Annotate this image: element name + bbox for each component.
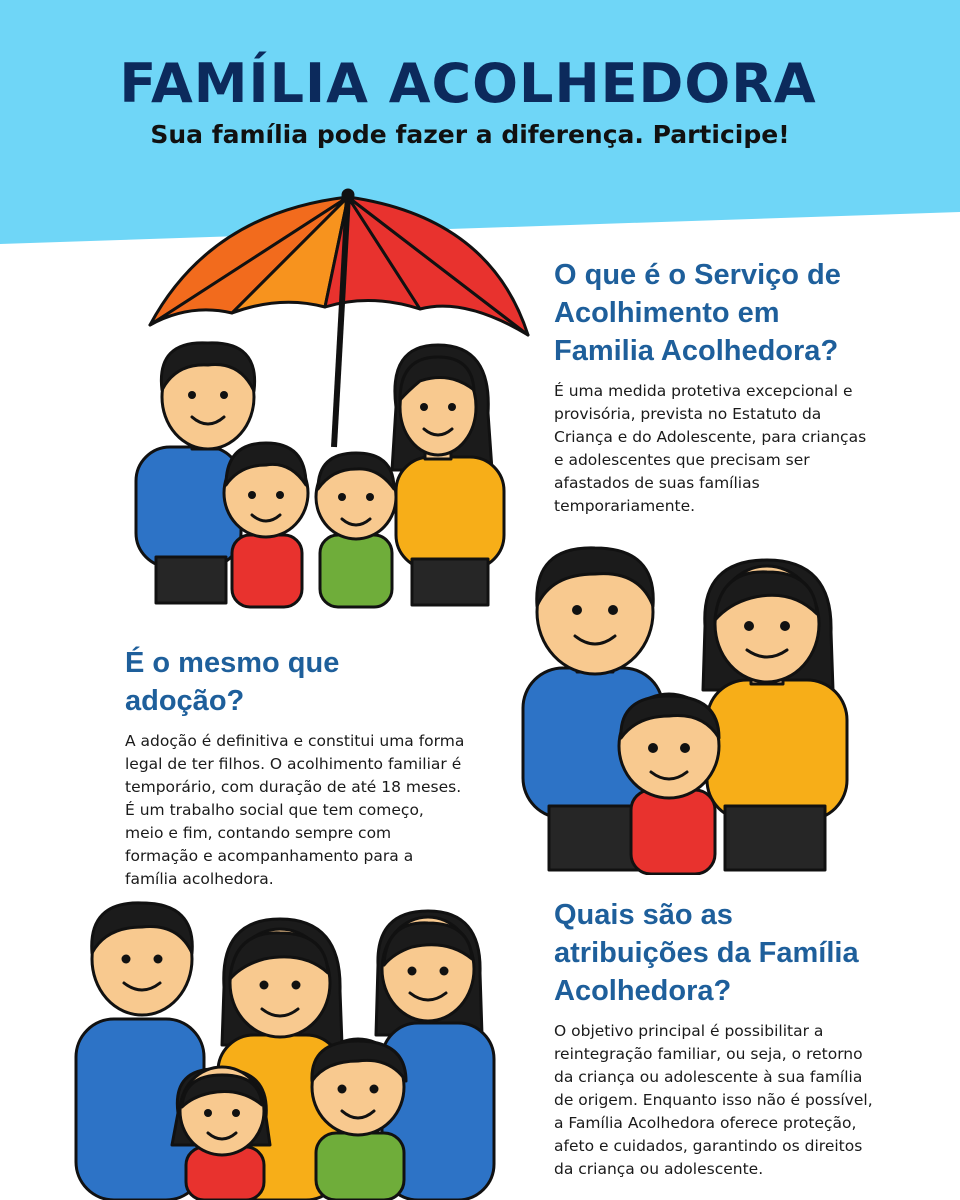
section-adoption [125, 644, 465, 891]
section-body: O objetivo principal é possibilitar a reintegração familiar, ou seja, o retorno da criança ou adolescente à sua família de origem. Enquanto isso não é possível, a Família Acolhedora oferece proteção, afeto e cuidados, garantindo os direitos da criança ou adolescente. [554, 1022, 873, 1178]
section-heading: O que é o Serviço de Acolhimento em Familia Acolhedora? [554, 259, 841, 367]
poster-title: FAMÍLIA ACOLHEDORA [119, 52, 817, 115]
family-umbrella-illustration [120, 185, 540, 610]
section-heading: Quais são as atribuições da Família Acolhedora? [554, 899, 859, 1007]
section-body: A adoção é definitiva e constitui uma forma legal de ter filhos. O acolhimento familiar é temporário, com duração de até 18 meses. É um trabalho social que tem começo, meio e fim, contando sempre com formação e acompanhamento para a família acolhedora. [125, 732, 465, 888]
section-what-is-service [554, 256, 874, 518]
poster-subtitle: Sua família pode fazer a diferença. Participe! [150, 120, 790, 149]
section-attributions [554, 896, 884, 1181]
big-family-illustration [60, 895, 500, 1200]
section-body: É uma medida protetiva excepcional e provisória, prevista no Estatuto da Criança e do Adolescente, para crianças e adolescentes que precisam ser afastados de suas famílias temporariamente. [554, 382, 867, 515]
section-heading: É o mesmo que adoção? [125, 647, 340, 717]
family-trio-illustration [515, 540, 860, 875]
